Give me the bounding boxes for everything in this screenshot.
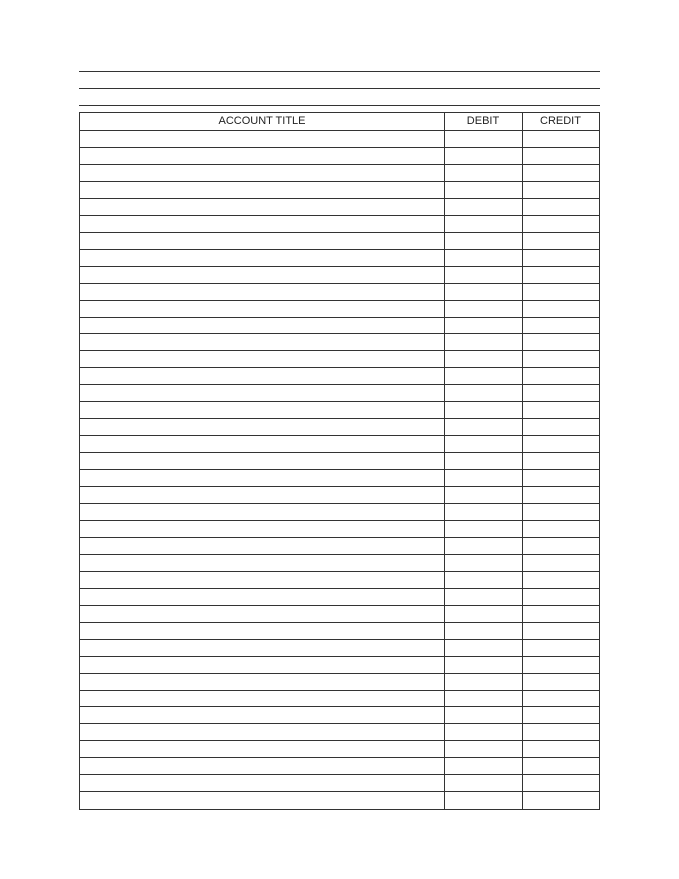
table-row (80, 418, 599, 419)
table-row (80, 639, 599, 640)
table-header-row (80, 113, 599, 130)
table-row (80, 435, 599, 436)
table-row (80, 723, 599, 724)
table-row (80, 384, 599, 385)
table-row (80, 300, 599, 301)
credit-header: CREDIT (540, 115, 581, 127)
debit-header: DEBIT (466, 115, 500, 127)
table-row (80, 215, 599, 216)
table-row (80, 249, 599, 250)
table-row (80, 147, 599, 148)
table-row (80, 673, 599, 674)
table-row (80, 571, 599, 572)
table-row (80, 350, 599, 351)
table-row (80, 469, 599, 470)
credit-column-divider (522, 113, 523, 809)
table-row (80, 503, 599, 504)
header-line-3 (79, 105, 600, 106)
table-row (80, 486, 599, 487)
header-line-1 (79, 71, 600, 72)
header-rule (80, 130, 599, 131)
table-row (80, 537, 599, 538)
ledger-table (79, 112, 600, 810)
table-row (80, 791, 599, 792)
table-row (80, 554, 599, 555)
table-row (80, 401, 599, 402)
table-row (80, 690, 599, 691)
table-row (80, 367, 599, 368)
table-row (80, 266, 599, 267)
table-row (80, 605, 599, 606)
table-row (80, 757, 599, 758)
table-row (80, 622, 599, 623)
account-title-header: ACCOUNT TITLE (218, 115, 306, 127)
table-row (80, 452, 599, 453)
table-row (80, 520, 599, 521)
table-row (80, 588, 599, 589)
table-row (80, 740, 599, 741)
debit-column-divider (444, 113, 445, 809)
table-row (80, 283, 599, 284)
table-row (80, 706, 599, 707)
table-row (80, 198, 599, 199)
table-row (80, 333, 599, 334)
table-row (80, 774, 599, 775)
table-row (80, 232, 599, 233)
table-row (80, 317, 599, 318)
table-row (80, 164, 599, 165)
table-row (80, 181, 599, 182)
table-row (80, 656, 599, 657)
header-line-2 (79, 88, 600, 89)
